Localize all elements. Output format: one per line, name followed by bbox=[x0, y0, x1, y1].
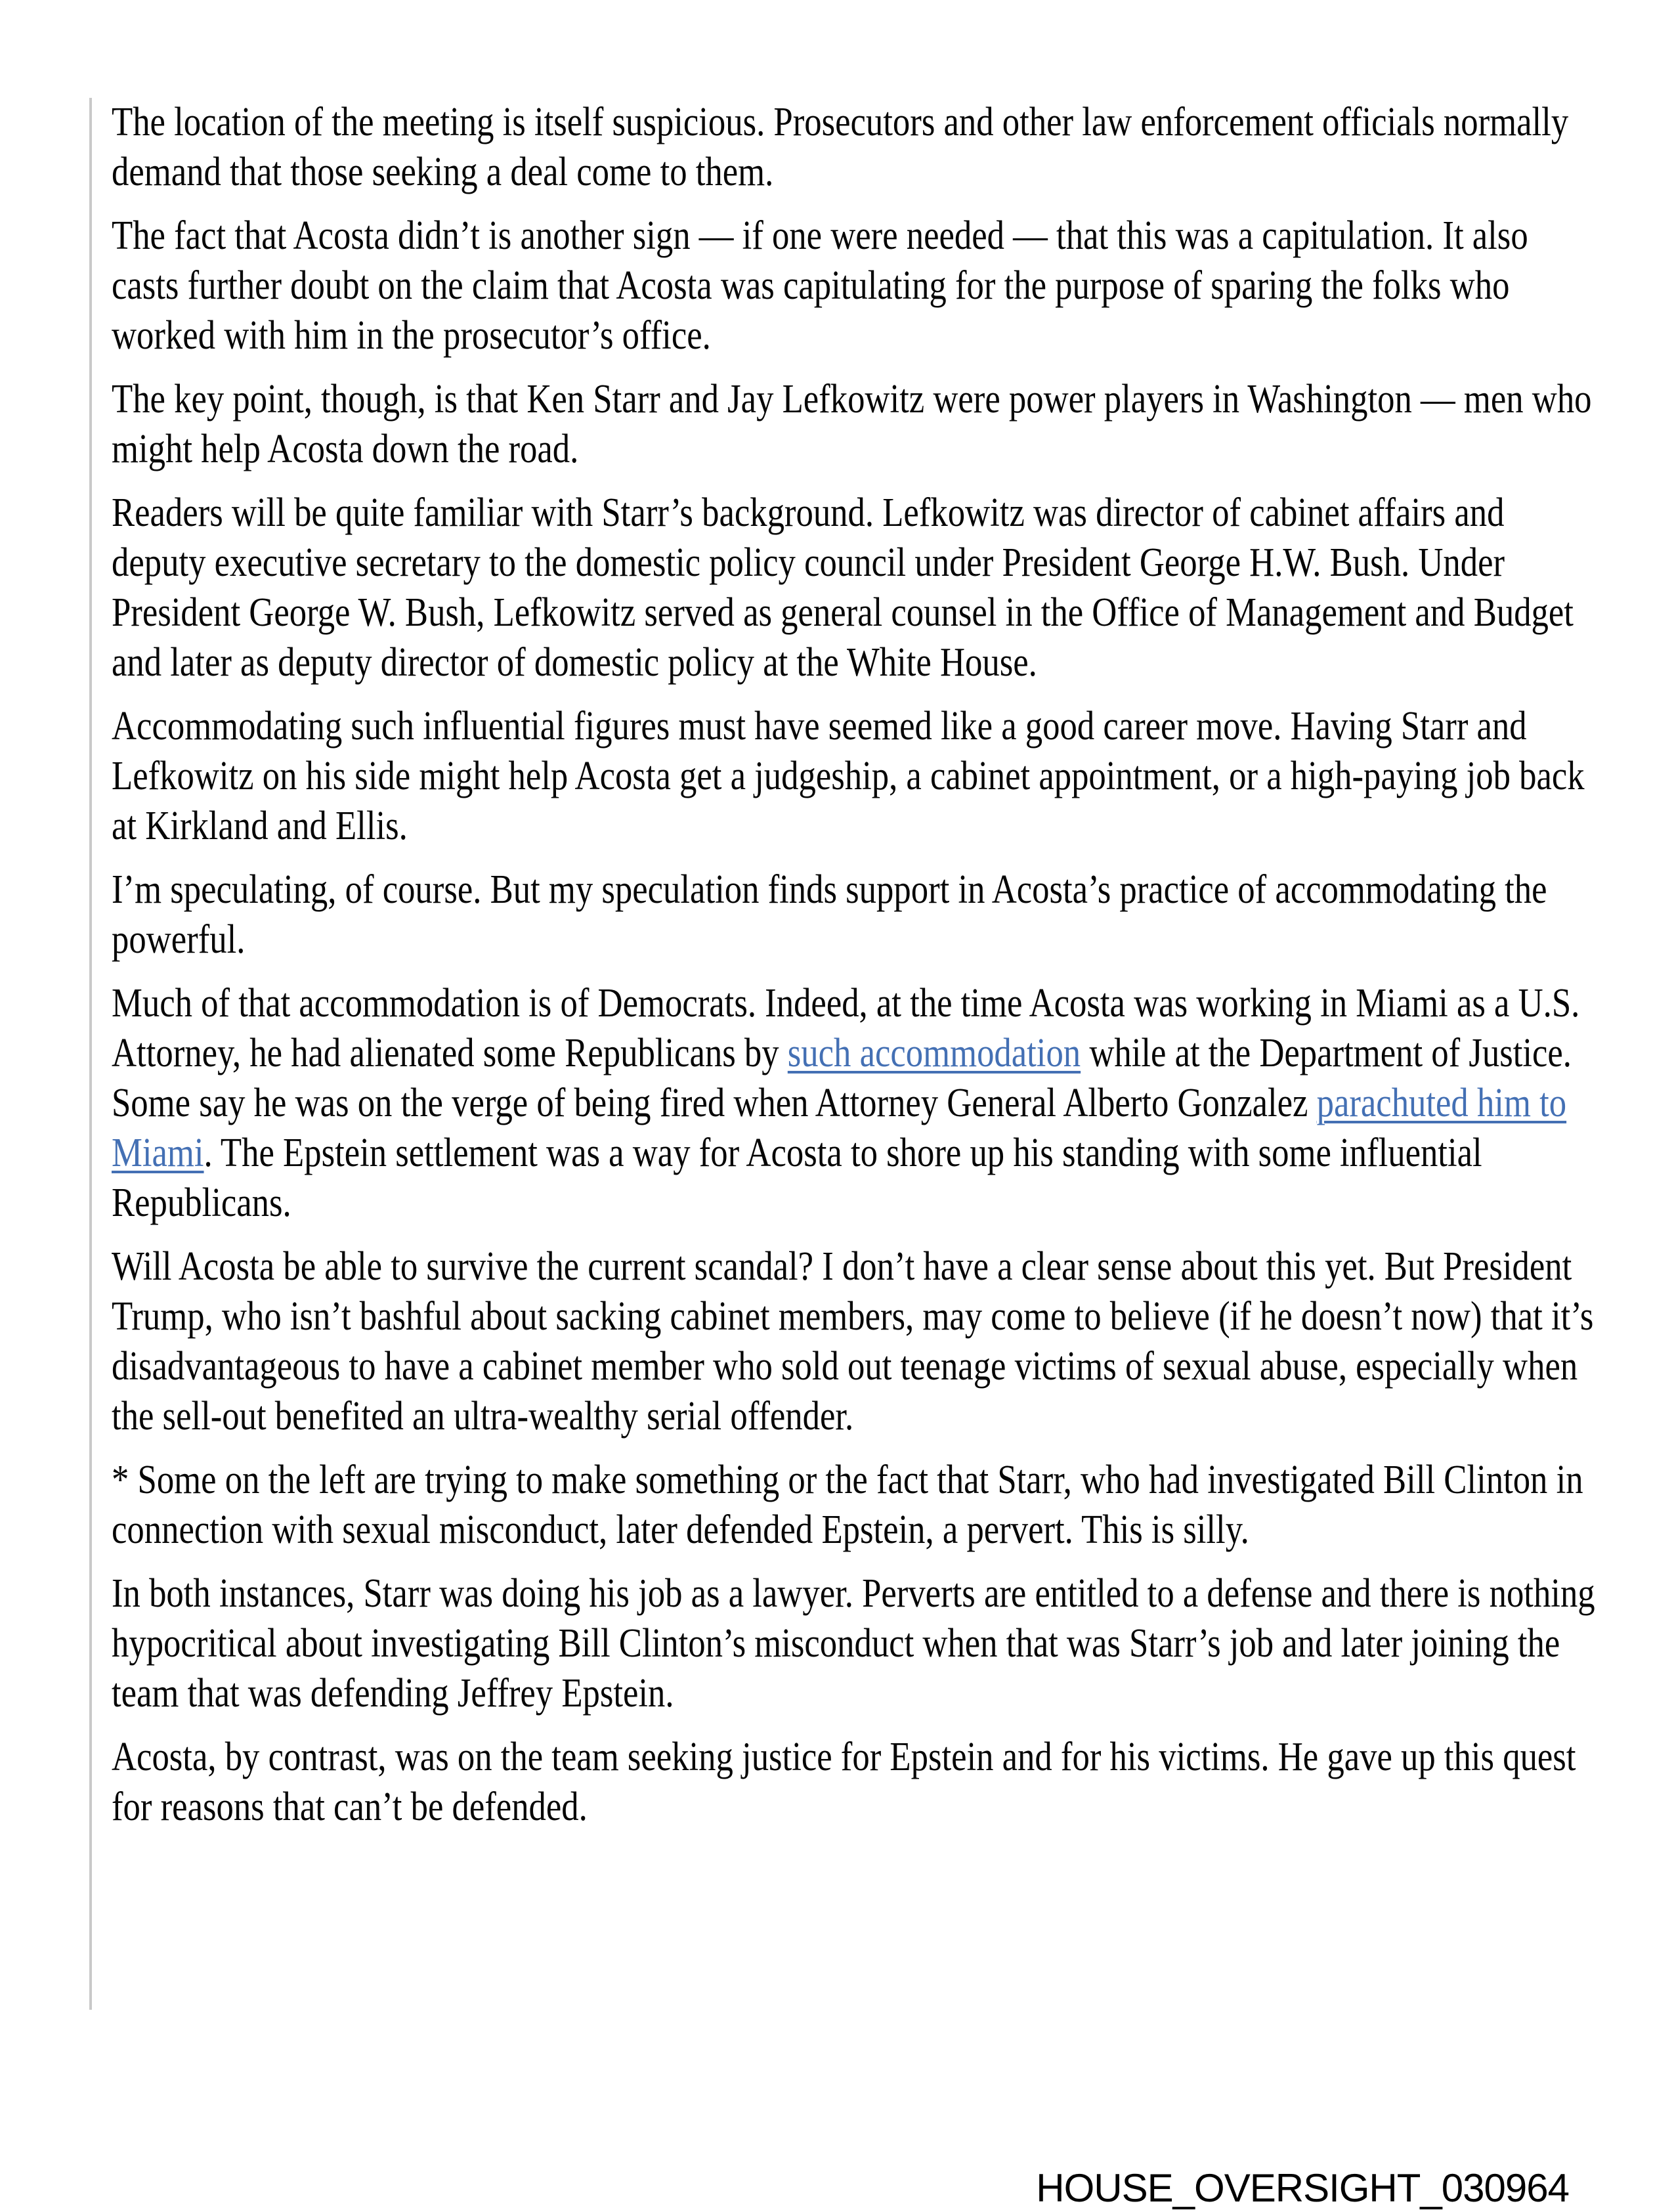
paragraph: The fact that Acosta didn’t is another sign — if one were needed — that this was a capitulation. It also casts further doubt on the claim that Acosta was capitulating for the purpose of sparing the folks who worked with him in the prosecutor’s office. bbox=[112, 213, 1528, 358]
paragraph: * Some on the left are trying to make something or the fact that Starr, who had investigated Bill Clinton in connection with sexual misconduct, later defended Epstein, a pervert. This is silly. bbox=[112, 1458, 1583, 1552]
paragraph: Readers will be quite familiar with Starr’s background. Lefkowitz was director of cabinet affairs and deputy executive secretary to the domestic policy council under President George H.W. Bush. Under President George W. Bush, Lefkowitz served as general counsel in the Office of Management and Budget and later as deputy director of domestic policy at the White House. bbox=[112, 490, 1574, 685]
paragraph: Much of that accommodation is of Democrats. Indeed, at the time Acosta was working in Miami as a U.S. Attorney, he had alienated some Republicans by such accommodation while at the Department of Justice. Some say he was on the verge of being fired when Attorney General Alberto Gonzalez parachuted him to Miami. The Epstein settlement was a way for Acosta to shore up his standing with some influential Republicans. bbox=[112, 981, 1580, 1225]
article-body bbox=[112, 97, 1599, 1846]
left-margin-line bbox=[89, 98, 92, 2010]
paragraph: Will Acosta be able to survive the current scandal? I don’t have a clear sense about this yet. But President Trump, who isn’t bashful about sacking cabinet members, may come to believe (if he doesn’t now) that it’s disadvantageous to have a cabinet member who sold out teenage victims of sexual abuse, especially when the sell-out benefited an ultra-wealthy serial offender. bbox=[112, 1244, 1594, 1439]
inline-link[interactable]: such accommodation bbox=[787, 1031, 1081, 1075]
paragraph: I’m speculating, of course. But my speculation finds support in Acosta’s practice of accommodating the powerful. bbox=[112, 867, 1547, 962]
bates-number: HOUSE_OVERSIGHT_030964 bbox=[1036, 2166, 1569, 2210]
inline-link[interactable]: parachuted him to Miami bbox=[112, 1081, 1567, 1175]
paragraph: The key point, though, is that Ken Starr and Jay Lefkowitz were power players in Washington — men who might help Acosta down the road. bbox=[112, 377, 1592, 471]
paragraph: Acosta, by contrast, was on the team seeking justice for Epstein and for his victims. He gave up this quest for reasons that can’t be defended. bbox=[112, 1735, 1576, 1829]
paragraph: The location of the meeting is itself suspicious. Prosecutors and other law enforcement officials normally demand that those seeking a deal come to them. bbox=[112, 100, 1569, 194]
paragraph: In both instances, Starr was doing his job as a lawyer. Perverts are entitled to a defense and there is nothing hypocritical about investigating Bill Clinton’s misconduct when that was Starr’s job and later joining the team that was defending Jeffrey Epstein. bbox=[112, 1571, 1595, 1716]
paragraph: Accommodating such influential figures must have seemed like a good career move. Having Starr and Lefkowitz on his side might help Acosta get a judgeship, a cabinet appointment, or a high-paying job back at Kirkland and Ellis. bbox=[112, 704, 1585, 848]
